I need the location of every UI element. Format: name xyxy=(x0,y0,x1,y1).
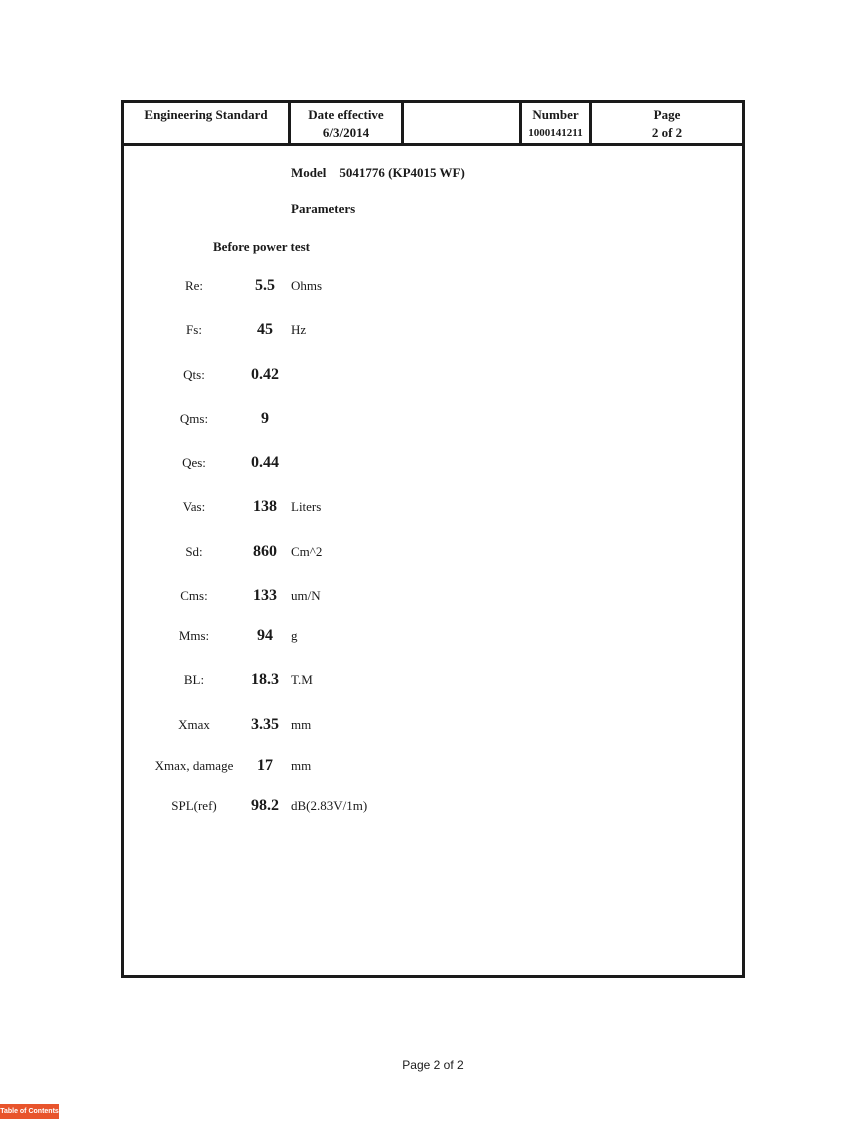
parameter-row xyxy=(124,364,724,386)
parameter-row xyxy=(124,669,724,691)
parameter-value: 0.44 xyxy=(251,454,279,471)
header-date-value: 6/3/2014 xyxy=(322,125,370,140)
parameter-row xyxy=(124,541,724,563)
parameter-label: Qms: xyxy=(179,411,209,426)
parameter-row xyxy=(124,452,724,474)
parameter-unit: Ohms xyxy=(291,278,323,293)
parameter-value: 0.42 xyxy=(251,366,279,383)
header-standard xyxy=(124,103,288,143)
header-number-value: 1000141211 xyxy=(528,127,583,139)
header-date-label: Date effective xyxy=(308,107,384,122)
parameter-value: 98.2 xyxy=(251,797,279,814)
parameter-unit: um/N xyxy=(291,588,321,603)
header-page-value: 2 of 2 xyxy=(651,125,683,140)
parameter-row xyxy=(124,319,724,341)
table-of-contents-button[interactable]: Table of Contents xyxy=(0,1104,59,1119)
parameter-row xyxy=(124,625,724,647)
model-line xyxy=(291,162,465,184)
parameter-label: Qes: xyxy=(182,455,206,470)
parameter-row xyxy=(124,795,724,817)
parameter-label: SPL(ref) xyxy=(171,798,217,813)
parameter-value: 138 xyxy=(253,498,277,515)
parameter-unit: Cm^2 xyxy=(291,544,323,559)
parameter-unit: Liters xyxy=(291,499,322,514)
header-divider xyxy=(401,103,404,143)
header-table xyxy=(124,103,742,146)
parameter-label: Sd: xyxy=(185,544,203,559)
parameter-label: Fs: xyxy=(186,322,202,337)
parameter-row xyxy=(124,714,724,736)
parameter-label: Cms: xyxy=(180,588,208,603)
model-value: 5041776 (KP4015 WF) xyxy=(339,165,465,180)
document-frame xyxy=(121,100,745,978)
parameter-unit: mm xyxy=(291,717,312,732)
parameter-row xyxy=(124,585,724,607)
header-date xyxy=(291,103,401,143)
parameter-label: Mms: xyxy=(178,628,210,643)
parameter-label: Xmax xyxy=(178,717,210,732)
model-label: Model xyxy=(291,165,327,180)
parameter-value: 5.5 xyxy=(255,277,275,294)
parameter-value: 860 xyxy=(253,543,277,560)
parameter-value: 133 xyxy=(253,587,277,604)
parameter-row xyxy=(124,275,724,297)
page-footer: Page 2 of 2 xyxy=(402,1058,464,1072)
parameter-label: Xmax, damage xyxy=(154,758,234,773)
parameter-value: 9 xyxy=(261,410,269,427)
section-title: Before power test xyxy=(213,239,310,254)
header-number-label: Number xyxy=(532,107,579,122)
parameter-unit: T.M xyxy=(291,672,313,687)
parameters-title: Parameters xyxy=(291,201,356,216)
header-page-label: Page xyxy=(653,107,681,122)
parameter-value: 45 xyxy=(257,321,273,338)
parameter-value: 18.3 xyxy=(251,671,279,688)
parameter-value: 3.35 xyxy=(251,716,279,733)
header-number xyxy=(522,103,589,143)
parameter-label: Vas: xyxy=(182,499,206,514)
header-page xyxy=(592,103,742,143)
parameter-row xyxy=(124,408,724,430)
parameter-label: Qts: xyxy=(183,367,205,382)
header-standard-label: Engineering Standard xyxy=(144,107,268,122)
parameter-row xyxy=(124,755,724,777)
parameter-unit: mm xyxy=(291,758,312,773)
parameter-unit: dB(2.83V/1m) xyxy=(291,798,368,813)
parameter-unit: g xyxy=(291,628,298,643)
parameter-value: 94 xyxy=(257,627,273,644)
parameter-label: Re: xyxy=(184,278,204,293)
parameter-row xyxy=(124,496,724,518)
parameter-label: BL: xyxy=(183,672,205,687)
parameter-unit: Hz xyxy=(291,322,307,337)
parameter-value: 17 xyxy=(257,757,273,774)
